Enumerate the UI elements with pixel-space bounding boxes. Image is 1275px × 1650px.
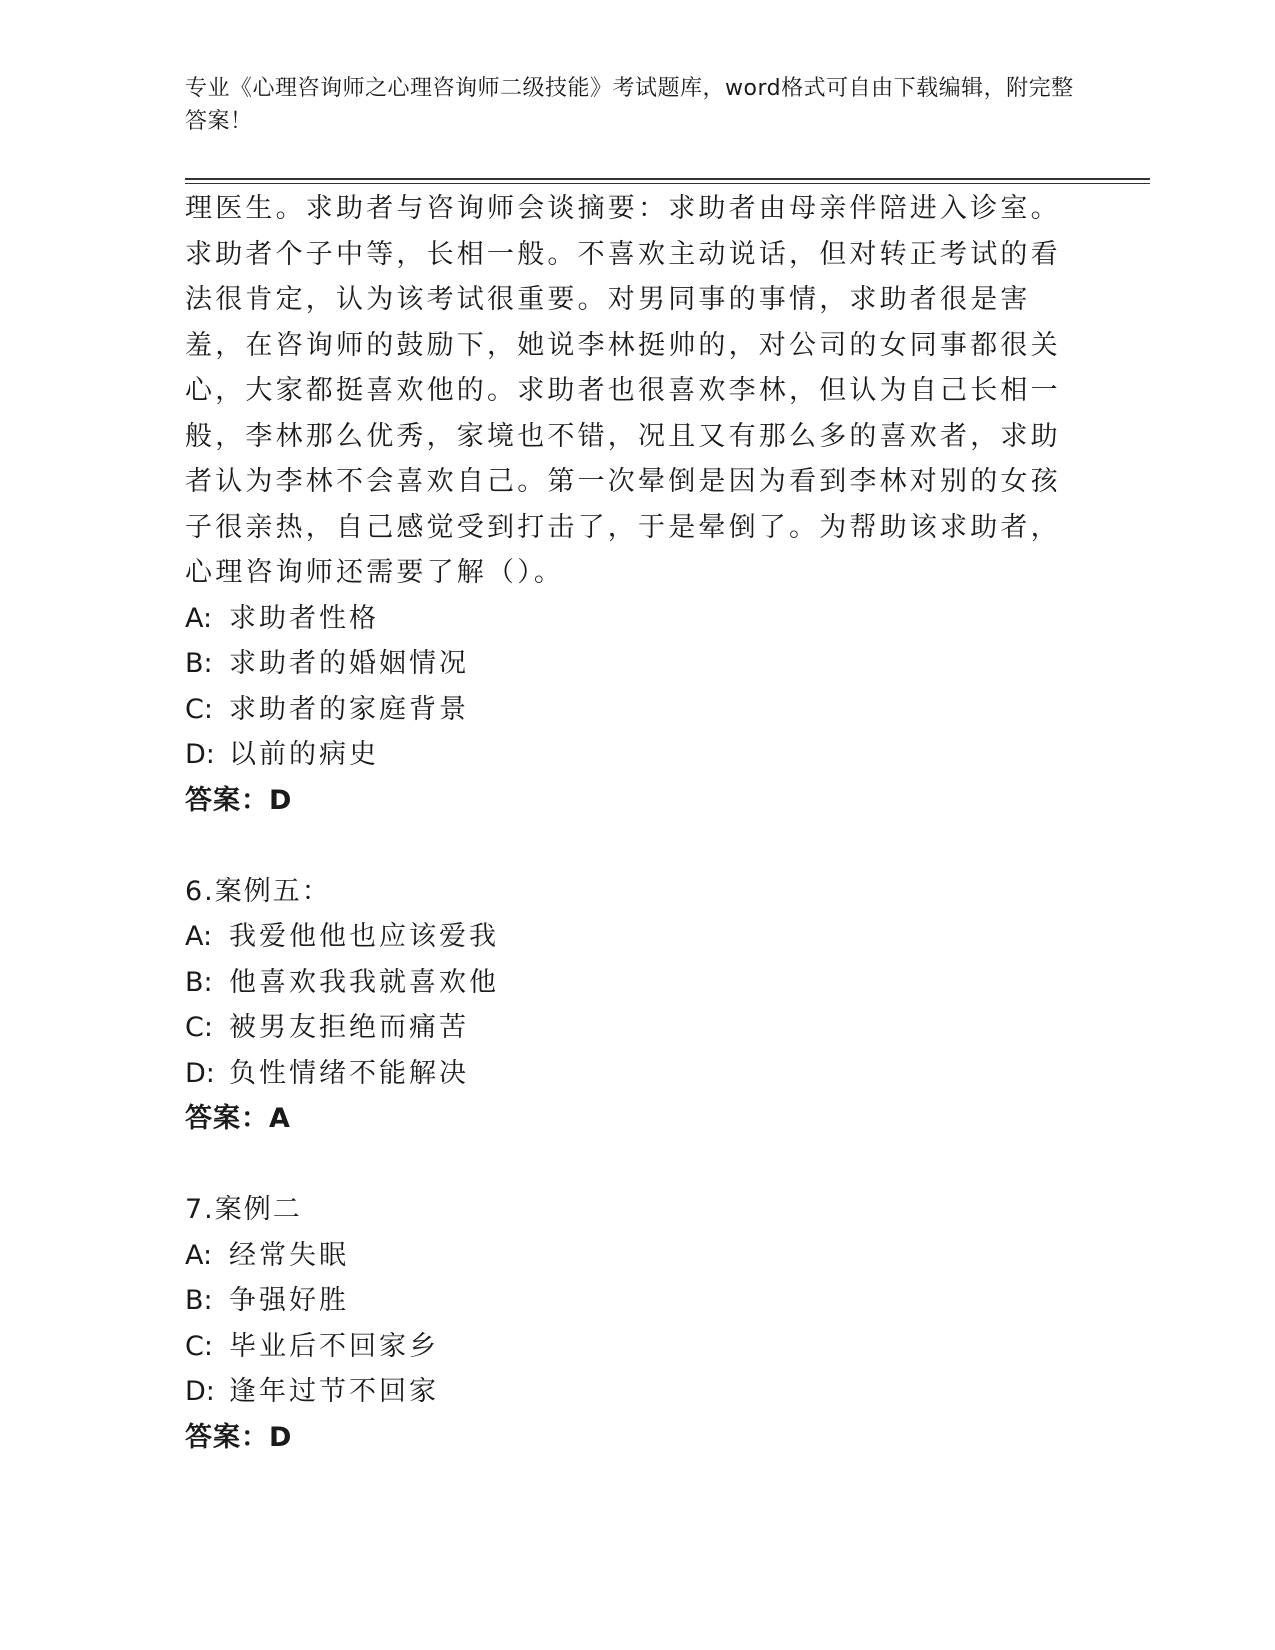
option-text: 逢年过节不回家 <box>229 1376 439 1407</box>
option-key: A: <box>185 921 213 952</box>
option-a <box>185 596 1065 642</box>
option-key: B: <box>185 648 213 679</box>
option-key: D: <box>185 739 215 770</box>
header-divider-thin <box>185 183 1150 184</box>
question-title: 7.案例二 <box>185 1194 302 1225</box>
question-text: 理医生。求助者与咨询师会谈摘要：求助者由母亲伴陪进入诊室。求助者个子中等，长相一般。不喜欢主动说话，但对转正考试的看法很肯定，认为该考试很重要。对男同事的事情，求助者很是害羞，在咨询师的鼓励下，她说李林挺帅的，对公司的女同事都很关心，大家都挺喜欢他的。求助者也很喜欢李林，但认为自己长相一般，李林那么优秀，家境也不错，况且又有那么多的喜欢者，求助者认为李林不会喜欢自己。第一次晕倒是因为看到李林对别的女孩子很亲热，自己感觉受到打击了，于是晕倒了。为帮助该求助者，心理咨询师还需要了解（）。 <box>185 193 1061 588</box>
document-header: 专业《心理咨询师之心理咨询师二级技能》考试题库，word格式可自由下载编辑，附完整答案！ <box>185 76 1074 134</box>
option-key: C: <box>185 1012 213 1043</box>
question-7 <box>185 1187 1065 1460</box>
option-text: 以前的病史 <box>229 739 379 770</box>
option-text: 求助者的婚姻情况 <box>229 648 469 679</box>
option-b <box>185 641 1065 687</box>
header-divider-thick <box>185 178 1150 180</box>
question-5 <box>185 186 1065 823</box>
option-text: 毕业后不回家乡 <box>229 1330 439 1362</box>
option-key: C: <box>185 693 213 725</box>
option-c <box>185 1005 1065 1051</box>
option-c <box>185 687 1065 733</box>
option-text: 经常失眠 <box>229 1239 349 1271</box>
option-c <box>185 1324 1065 1370</box>
answer-line: 答案：D <box>185 784 293 816</box>
option-key: B: <box>185 1285 213 1316</box>
option-key: D: <box>185 1057 215 1089</box>
option-text: 负性情绪不能解决 <box>229 1057 469 1089</box>
question-list <box>185 186 1065 1460</box>
option-d <box>185 1369 1065 1415</box>
option-a <box>185 914 1065 960</box>
option-text: 求助者性格 <box>229 602 379 634</box>
option-text: 被男友拒绝而痛苦 <box>229 1012 469 1043</box>
option-key: C: <box>185 1330 213 1362</box>
spacer <box>185 823 1065 869</box>
option-a <box>185 1233 1065 1279</box>
option-text: 求助者的家庭背景 <box>229 693 469 725</box>
option-key: D: <box>185 1376 215 1407</box>
option-key: A: <box>185 1239 213 1271</box>
question-6 <box>185 869 1065 1142</box>
option-b <box>185 1278 1065 1324</box>
option-d <box>185 1051 1065 1097</box>
spacer <box>185 1142 1065 1188</box>
option-d <box>185 732 1065 778</box>
option-key: B: <box>185 966 213 998</box>
option-key: A: <box>185 602 213 634</box>
answer-line: 答案：D <box>185 1421 293 1453</box>
option-b <box>185 960 1065 1006</box>
option-text: 我爱他他也应该爱我 <box>229 921 499 952</box>
answer-line: 答案：A <box>185 1103 291 1134</box>
option-text: 他喜欢我我就喜欢他 <box>229 966 499 998</box>
option-text: 争强好胜 <box>229 1285 349 1316</box>
question-title: 6.案例五： <box>185 875 331 907</box>
